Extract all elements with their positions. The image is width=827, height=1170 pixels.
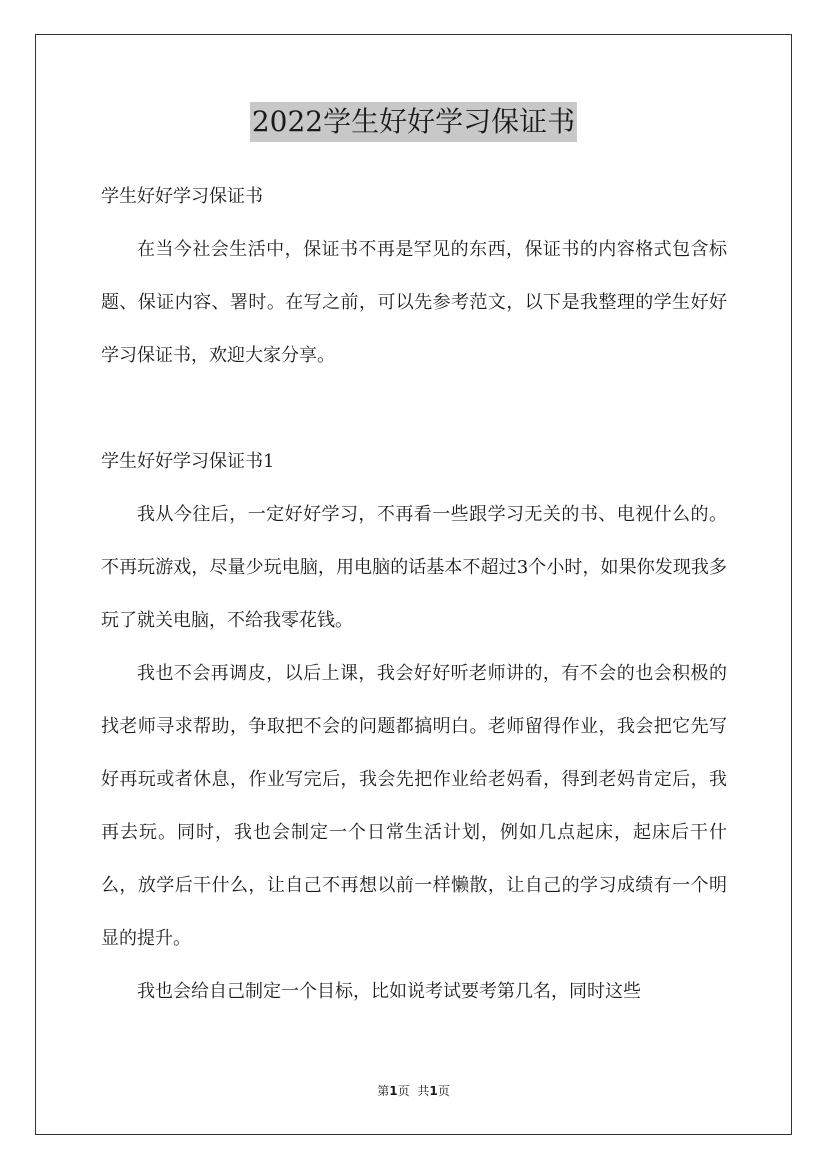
footer-total-prefix: 共: [417, 1084, 430, 1098]
footer-total-suffix: 页: [437, 1084, 450, 1098]
section1-paragraph-1: 我从今往后，一定好好学习，不再看一些跟学习无关的书、电视什么的。不再玩游戏，尽量少玩电脑，用电脑的话基本不超过3个小时，如果你发现我多玩了就关电脑，不给我零花钱。: [101, 504, 727, 631]
section-spacer: [101, 382, 727, 435]
footer-page-total: 1: [429, 1084, 438, 1098]
intro-heading: 学生好好学习保证书: [101, 186, 263, 207]
footer-page-suffix: 页: [397, 1084, 410, 1098]
section1-paragraph-3: 我也会给自己制定一个目标，比如说考试要考第几名，同时这些: [137, 981, 641, 1002]
footer-page-prefix: 第: [377, 1084, 390, 1098]
footer-page-current: 1: [389, 1084, 398, 1098]
document-title: 2022学生好好学习保证书: [250, 102, 577, 142]
section1-paragraph-2: 我也不会再调皮，以后上课，我会好好听老师讲的，有不会的也会积极的找老师寻求帮助，争取把不会的问题都搞明白。老师留得作业，我会把它先写好再玩或者休息，作业写完后，我会先把作业给老妈看，得到老妈肯定后，我再去玩。同时，我也会制定一个日常生活计划，例如几点起床，起床后干什么，放学后干什么，让自己不再想以前一样懒散，让自己的学习成绩有一个明显的提升。: [101, 663, 727, 949]
section1-heading: 学生好好学习保证书1: [101, 451, 275, 472]
document-body: [101, 170, 727, 1018]
page-footer: [0, 1082, 827, 1100]
title-container: [0, 102, 827, 142]
intro-paragraph: 在当今社会生活中，保证书不再是罕见的东西，保证书的内容格式包含标题、保证内容、署时。在写之前，可以先参考范文，以下是我整理的学生好好学习保证书，欢迎大家分享。: [101, 239, 727, 366]
